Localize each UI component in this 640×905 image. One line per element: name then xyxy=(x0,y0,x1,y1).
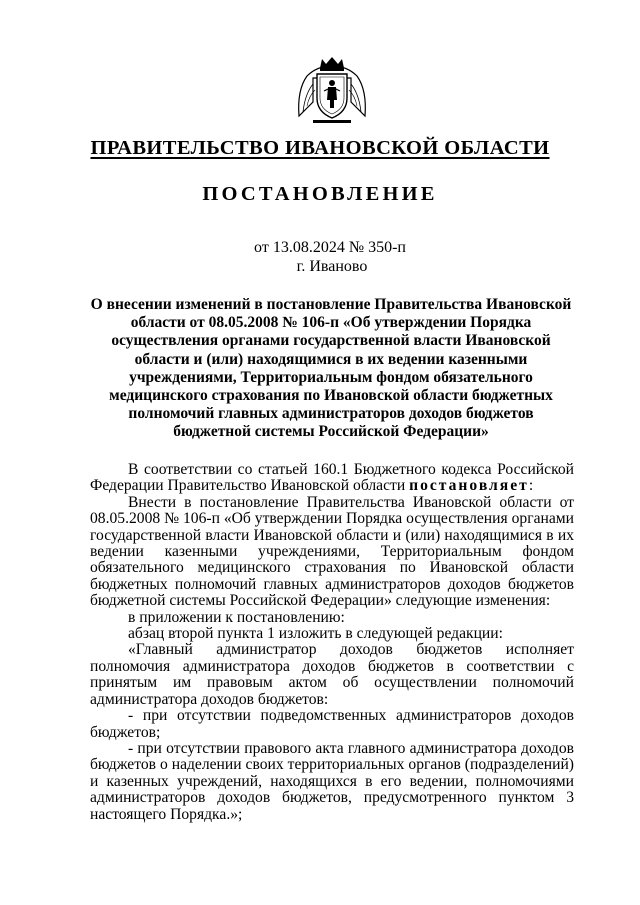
paragraph-new-wording: «Главный администратор доходов бюджетов исполняет полномочия администратора доходов бюджетов в соответствии с принятым им правовым актом об осуществлении полномочий администратора доходов бюджетов: xyxy=(90,641,574,708)
document-body xyxy=(90,462,574,823)
paragraph-item-2: - при отсутствии правового акта главного администратора доходов бюджетов о наделении своих территориальных органов (подразделений) и казенных учреждений, находящихся в его ведении, полномочиями администраторов доходов бюджетов, предусмотренного пунктом 3 настоящего Порядка.»; xyxy=(90,739,574,823)
document-subject: О внесении изменений в постановление Правительства Ивановской области от 08.05.2008 № 106-п «Об утверждении Порядка осуществления органами государственной власти Ивановской области и (или) находящимися в их ведении казенными учреждениями, Территориальным фондом обязательного медицинского страхования по Ивановской области бюджетных полномочий главных администраторов доходов бюджетов бюджетной системы Российской Федерации» xyxy=(90,296,572,441)
government-name: ПРАВИТЕЛЬСТВО ИВАНОВСКОЙ ОБЛАСТИ xyxy=(90,137,550,159)
paragraph-item-1: - при отсутствии подведомственных администраторов доходов бюджетов; xyxy=(90,707,574,741)
coat-of-arms-icon xyxy=(293,56,371,126)
preamble-text: В соответствии со статьей 160.1 Бюджетного кодекса Российской Федерации Правительство Ивановской области xyxy=(90,461,574,495)
paragraph-preamble xyxy=(90,462,574,495)
document-type: ПОСТАНОВЛЕНИЕ xyxy=(202,183,438,205)
paragraph-clause: абзац второй пункта 1 изложить в следующей редакции: xyxy=(128,625,503,643)
preamble-colon: : xyxy=(528,477,534,495)
paragraph-annex: в приложении к постановлению: xyxy=(128,608,345,626)
document-city: г. Иваново xyxy=(296,258,368,275)
paragraph-amendment: Внести в постановление Правительства Ивановской области от 08.05.2008 № 106-п «Об утверждении Порядка осуществления органами государственной власти Ивановской области и (или) находящимися в их ведении казенными учреждениями, Территориальным фондом обязательного медицинского страхования по Ивановской области бюджетных полномочий главных администраторов доходов бюджетов бюджетной системы Российской Федерации» следующие изменения: xyxy=(90,493,574,610)
document-date-number: от 13.08.2024 № 350-п xyxy=(254,239,406,256)
resolve-word: постановляет xyxy=(409,477,529,495)
